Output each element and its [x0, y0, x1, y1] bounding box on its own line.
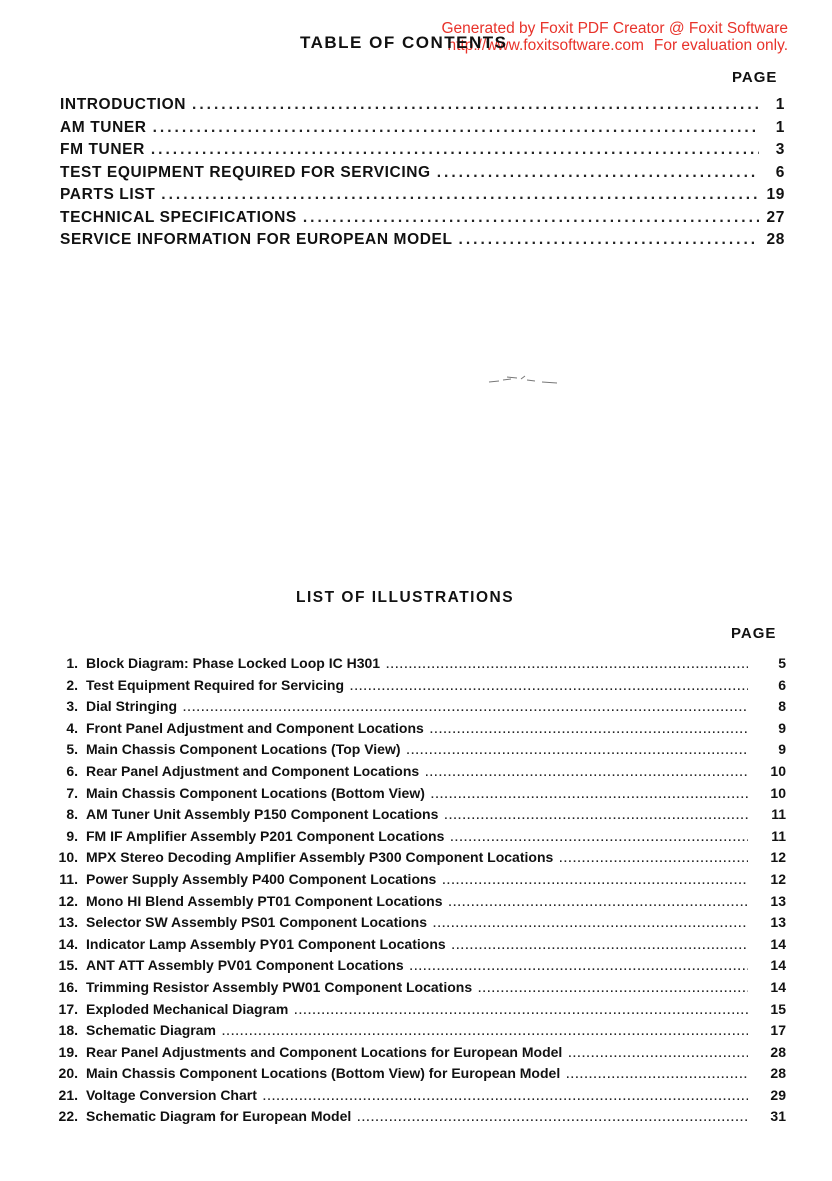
illustration-page: 11	[771, 827, 786, 844]
illustration-page: 12	[770, 870, 786, 887]
toc-entry[interactable]	[60, 141, 785, 164]
illustration-page: 14	[770, 978, 786, 995]
illustration-entry[interactable]	[44, 914, 786, 936]
illustration-number: 1.	[66, 655, 78, 671]
illustration-title: Schematic Diagram for European Model	[86, 1108, 352, 1125]
illustration-page: 10	[770, 784, 786, 801]
illustration-title: ANT ATT Assembly PV01 Component Locations	[86, 957, 404, 974]
illustration-number: 20.	[58, 1065, 78, 1082]
illustration-entry[interactable]	[44, 979, 786, 1001]
leader-dots	[183, 702, 748, 714]
toc-entry[interactable]	[60, 164, 785, 187]
illustration-title: Voltage Conversion Chart	[86, 1086, 257, 1103]
toc-entry-page: 1	[775, 118, 785, 136]
leader-dots	[425, 767, 748, 779]
toc-title: TABLE OF CONTENTS	[300, 33, 508, 52]
leader-dots	[450, 832, 748, 844]
toc-entry[interactable]	[60, 186, 785, 209]
illustration-number: 10.	[58, 849, 78, 866]
leader-dots	[568, 1048, 748, 1060]
illustration-title: MPX Stereo Decoding Amplifier Assembly P300 Component Locations	[86, 849, 554, 866]
leader-dots	[478, 983, 748, 995]
toc-entry-page: 28	[766, 231, 785, 248]
illustration-entry[interactable]	[44, 655, 786, 677]
illustration-page: 10	[770, 762, 786, 779]
leader-dots	[407, 745, 748, 757]
scan-speck-mark	[487, 373, 563, 385]
illustration-number: 18.	[58, 1022, 78, 1039]
illustration-entry[interactable]	[44, 720, 786, 742]
toc-entry-title: TECHNICAL SPECIFICATIONS	[60, 208, 297, 226]
toc-entry-title: PARTS LIST	[60, 186, 156, 203]
illustration-number: 11.	[59, 870, 78, 887]
illustration-number: 4.	[66, 719, 78, 736]
illustration-title: Exploded Mechanical Diagram	[86, 1000, 289, 1017]
illustration-page: 13	[770, 892, 786, 909]
illustration-entry[interactable]	[44, 741, 786, 763]
leader-dots	[566, 1069, 748, 1081]
illustrations-title: LIST OF ILLUSTRATIONS	[296, 589, 515, 606]
illustration-title: Rear Panel Adjustment and Component Locations	[86, 762, 420, 779]
illustration-page: 17	[770, 1022, 786, 1039]
leader-dots	[459, 231, 759, 249]
toc-entry-title: FM TUNER	[60, 141, 145, 158]
illustration-entry[interactable]	[44, 785, 786, 807]
illustration-page: 6	[778, 676, 786, 693]
illustration-page: 28	[770, 1065, 786, 1082]
leader-dots	[222, 1026, 748, 1038]
illustration-number: 12.	[58, 892, 78, 909]
illustration-page: 14	[770, 957, 786, 974]
illustration-number: 2.	[66, 676, 78, 693]
toc-entry[interactable]	[60, 231, 785, 254]
leader-dots	[294, 1005, 748, 1017]
illustration-entry[interactable]	[44, 849, 786, 871]
illustration-page: 9	[778, 741, 786, 758]
illustration-title: Selector SW Assembly PS01 Component Locations	[86, 914, 428, 931]
leader-dots	[449, 897, 748, 909]
watermark-evaluation-note: For evaluation only.	[653, 37, 788, 54]
illustration-entry[interactable]	[44, 871, 786, 893]
toc-entry-title: AM TUNER	[60, 118, 147, 136]
illustration-number: 22.	[58, 1108, 78, 1125]
illustrations-page-header: PAGE	[731, 625, 777, 642]
leader-dots	[431, 789, 748, 801]
illustration-number: 17.	[58, 1000, 78, 1017]
illustration-number: 8.	[66, 806, 78, 823]
leader-dots	[192, 96, 759, 114]
illustration-number: 13.	[58, 914, 78, 931]
toc-entry-page: 6	[775, 163, 785, 181]
illustration-number: 14.	[58, 935, 78, 952]
illustration-title: Power Supply Assembly P400 Component Locations	[86, 870, 437, 887]
toc-entry-title: TEST EQUIPMENT REQUIRED FOR SERVICING	[60, 163, 431, 181]
toc-page-header: PAGE	[732, 69, 778, 86]
illustration-title: Trimming Resistor Assembly PW01 Component Locations	[86, 978, 473, 995]
illustration-title: Front Panel Adjustment and Component Locations	[86, 719, 424, 736]
illustration-number: 3.	[66, 698, 78, 715]
illustration-title: FM IF Amplifier Assembly P201 Component Locations	[86, 827, 445, 844]
illustration-title: Schematic Diagram	[86, 1022, 216, 1039]
leader-dots	[410, 961, 748, 973]
toc-entry-title: INTRODUCTION	[60, 96, 187, 113]
leader-dots	[151, 141, 759, 159]
illustration-entry[interactable]	[44, 957, 786, 979]
illustration-number: 19.	[58, 1043, 78, 1060]
toc-list	[60, 96, 785, 254]
illustration-title: Rear Panel Adjustments and Component Locations for European Model	[86, 1043, 563, 1060]
toc-entry[interactable]	[60, 96, 785, 119]
leader-dots	[444, 810, 748, 822]
leader-dots	[153, 119, 759, 137]
leader-dots	[350, 681, 748, 693]
leader-dots	[161, 186, 759, 204]
toc-entry-page: 3	[775, 141, 785, 158]
illustration-page: 5	[778, 655, 786, 671]
illustration-entry[interactable]	[44, 763, 786, 785]
illustration-title: Main Chassis Component Locations (Bottom View)	[86, 784, 425, 801]
illustration-title: Mono HI Blend Assembly PT01 Component Locations	[86, 892, 443, 909]
illustration-entry[interactable]	[44, 893, 786, 915]
toc-entry-page: 19	[766, 186, 785, 203]
illustration-page: 28	[770, 1043, 786, 1060]
illustration-entry[interactable]	[44, 1001, 786, 1023]
illustration-page: 8	[778, 698, 786, 715]
leader-dots	[437, 164, 759, 182]
leader-dots	[357, 1112, 748, 1124]
illustration-page: 11	[771, 806, 786, 823]
illustration-entry[interactable]	[44, 698, 786, 720]
toc-entry[interactable]	[60, 209, 785, 232]
illustration-number: 21.	[58, 1086, 78, 1103]
leader-dots	[303, 209, 759, 227]
watermark-line-1: Generated by Foxit PDF Creator @ Foxit Software	[441, 20, 788, 37]
illustration-title: Test Equipment Required for Servicing	[86, 676, 345, 693]
illustration-title: Dial Stringing	[86, 698, 177, 715]
illustration-number: 9.	[66, 827, 78, 844]
illustration-entry[interactable]	[44, 828, 786, 850]
illustration-entry[interactable]	[44, 1108, 786, 1130]
illustration-title: AM Tuner Unit Assembly P150 Component Locations	[86, 806, 439, 823]
illustration-number: 6.	[66, 762, 78, 779]
illustration-entry[interactable]	[44, 936, 786, 958]
illustration-entry[interactable]	[44, 677, 786, 699]
toc-entry-page: 1	[775, 96, 785, 113]
illustration-page: 9	[778, 719, 786, 736]
illustration-number: 5.	[66, 741, 78, 758]
illustration-page: 15	[770, 1000, 786, 1017]
toc-entry-page: 27	[766, 208, 785, 226]
illustrations-list	[44, 655, 786, 1130]
leader-dots	[386, 659, 748, 671]
illustration-entry[interactable]	[44, 1044, 786, 1066]
leader-dots	[452, 940, 748, 952]
illustration-number: 15.	[58, 957, 78, 974]
illustration-number: 7.	[66, 784, 78, 801]
illustration-page: 31	[770, 1108, 786, 1125]
leader-dots	[442, 875, 748, 887]
illustration-title: Indicator Lamp Assembly PY01 Component Locations	[86, 935, 446, 952]
leader-dots	[433, 918, 748, 930]
illustration-page: 14	[770, 935, 786, 952]
illustration-entry[interactable]	[44, 1022, 786, 1044]
illustration-page: 13	[770, 914, 786, 931]
leader-dots	[430, 724, 748, 736]
illustration-title: Main Chassis Component Locations (Bottom View) for European Model	[86, 1065, 561, 1082]
toc-entry-title: SERVICE INFORMATION FOR EUROPEAN MODEL	[60, 231, 453, 248]
illustration-number: 16.	[58, 978, 78, 995]
illustration-entry[interactable]	[44, 806, 786, 828]
illustration-entry[interactable]	[44, 1065, 786, 1087]
illustration-page: 12	[770, 849, 786, 866]
leader-dots	[559, 853, 748, 865]
watermark-url-link[interactable]: http://www.foxitsoftware.com	[447, 37, 644, 54]
toc-entry[interactable]	[60, 119, 785, 142]
illustration-title: Block Diagram: Phase Locked Loop IC H301	[86, 655, 381, 671]
illustration-page: 29	[770, 1086, 786, 1103]
illustration-entry[interactable]	[44, 1087, 786, 1109]
leader-dots	[263, 1091, 748, 1103]
illustration-title: Main Chassis Component Locations (Top View)	[86, 741, 401, 758]
